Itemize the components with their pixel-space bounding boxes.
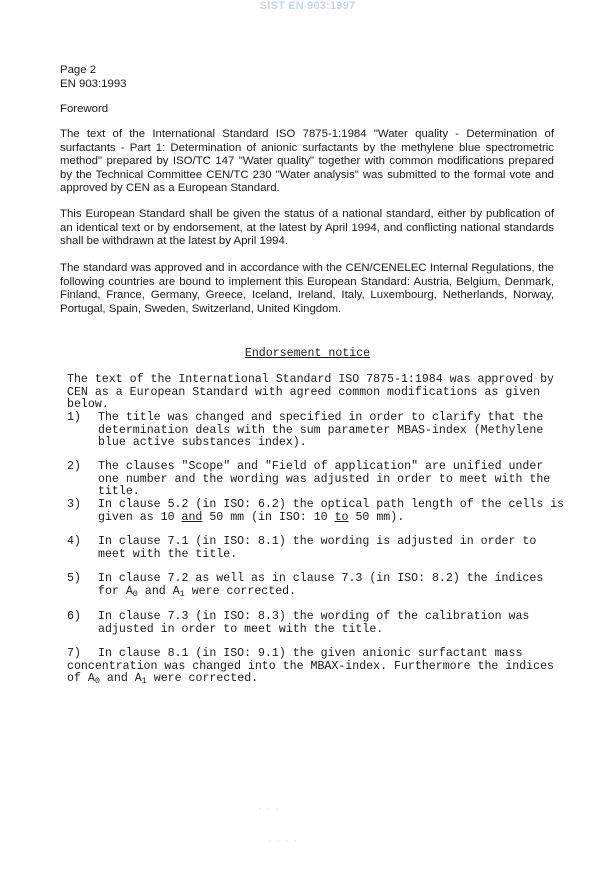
list-item-number: 4) bbox=[67, 535, 81, 548]
underlined-to: to bbox=[334, 510, 349, 524]
endorsement-heading bbox=[0, 348, 615, 361]
list-item-number: 2) bbox=[67, 460, 81, 473]
scan-speck: · · · bbox=[258, 806, 280, 814]
list-item-text: In clause 8.1 (in ISO: 9.1) the given anionic surfactant mass concentration was changed into the MBAX-index. Furthermore the indices of $A_0$ and $A_1$ were corrected. bbox=[67, 647, 555, 687]
subscript-1: 1 bbox=[179, 588, 185, 599]
scan-speck: · · · · bbox=[268, 838, 298, 846]
subscript-1: 1 bbox=[141, 676, 147, 687]
endorsement-intro: The text of the International Standard ISO 7875-1:1984 was approved by CEN as a European Standard with agreed common modifications as given below. bbox=[67, 373, 555, 412]
endorsement-heading-text: Endorsement notice bbox=[244, 347, 371, 360]
watermark: SIST EN 903:1997 bbox=[259, 0, 356, 12]
underlined-and: and bbox=[181, 510, 203, 524]
list-item-text: In clause 7.1 (in ISO: 8.1) the wording is adjusted in order to meet with the title. bbox=[98, 535, 537, 561]
list-item-number: 5) bbox=[67, 572, 81, 585]
list-item-text: The title was changed and specified in order to clarify that the determination deals with the sum parameter MBAS-index (Methylene blue active substances index). bbox=[98, 411, 544, 450]
list-item-number: 6) bbox=[67, 610, 81, 623]
subscript-0: 0 bbox=[132, 588, 138, 599]
list-item-number: 7) bbox=[67, 647, 81, 660]
list-item-text: In clause 5.2 (in ISO: 6.2) the optical path length of the cells is given as 10 and 50 mm (in ISO: 10 to 50 mm). bbox=[98, 498, 565, 524]
page-number: Page 2 bbox=[60, 64, 97, 76]
foreword-paragraph-3: The standard was approved and in accordance with the CEN/CENELEC Internal Regulations, the following countries are bound to implement this European Standard: Austria, Belgium, Denmark, Finland, France, Germany, Greece, Iceland, Ireland, Italy, Luxembourg, Netherlands, Norway, Portugal, Spain, Sweden, Switzerland, United Kingdom. bbox=[60, 262, 554, 315]
subscript-0: 0 bbox=[94, 676, 100, 687]
document-id: EN 903:1993 bbox=[60, 78, 127, 90]
list-item-number: 1) bbox=[67, 411, 81, 424]
list-item-text: In clause 7.2 as well as in clause 7.3 (in ISO: 8.2) the indices for $A_0$ and $A_1$ were corrected. bbox=[98, 572, 544, 599]
list-item-number: 3) bbox=[67, 498, 81, 511]
foreword-paragraph-2: This European Standard shall be given the status of a national standard, either by publication of an identical text or by endorsement, at the latest by April 1994, and conflicting national standards shall be withdrawn at the latest by April 1994. bbox=[60, 208, 554, 248]
foreword-heading: Foreword bbox=[60, 103, 109, 115]
list-item-text: In clause 7.3 (in ISO: 8.3) the wording of the calibration was adjusted in order to meet with the title. bbox=[98, 610, 530, 636]
foreword-paragraph-1: The text of the International Standard ISO 7875-1:1984 "Water quality - Determination of surfactants - Part 1: Determination of anionic surfactants by the methylene blue spectrometric method" prepared by ISO/TC 147 "Water quality" together with common modifications prepared by the Technical Committee CEN/TC 230 "Water analysis" was submitted to the formal vote and approved by CEN as a European Standard. bbox=[60, 128, 554, 195]
list-item-text: The clauses "Scope" and "Field of application" are unified under one number and the wording was adjusted in order to meet with the title. bbox=[98, 460, 551, 499]
